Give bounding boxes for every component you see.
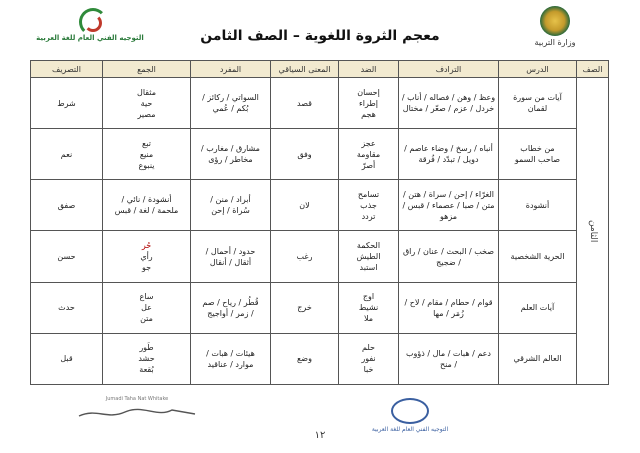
plural-cell	[103, 231, 191, 282]
table-row	[31, 282, 609, 333]
table-row	[31, 333, 609, 384]
plural-highlight: حُر	[141, 241, 152, 251]
contextual-cell: رغب	[271, 231, 339, 282]
singular-cell: مشارق / مغارب / مخاطر / رؤى	[191, 129, 271, 180]
synonyms-cell: أنباه / رسخ / وضاء عاصم / دويل / تبدّد / فُرقة	[399, 129, 499, 180]
plural-cell: ساع عل متن	[103, 282, 191, 333]
header-plural: الجمع	[103, 61, 191, 78]
vocabulary-table	[30, 60, 609, 385]
synonyms-cell: وعظ / وهن / فصاله / أناب / خردل / عزم / صعّر / مختال	[399, 78, 499, 129]
header-singular: المفرد	[191, 61, 271, 78]
lesson-cell: الحرية الشخصية	[499, 231, 577, 282]
singular-cell: هيئات / هبات / موارد / عناقيد	[191, 333, 271, 384]
plural-text: رأي جو	[140, 252, 153, 273]
conjugation-cell: صفق	[31, 180, 103, 231]
grade-cell: الثامن	[577, 78, 609, 385]
singular-cell: حدود / أحمال / أثقال / أنقال	[191, 231, 271, 282]
table-row	[31, 78, 609, 129]
lesson-cell: آيات العلم	[499, 282, 577, 333]
signature	[72, 396, 202, 426]
antonyms-cell: الحكمة الطيش استبد	[339, 231, 399, 282]
contextual-cell: خرج	[271, 282, 339, 333]
synonyms-cell: صخب / البحث / عنان / راق / ضجيج	[399, 231, 499, 282]
antonyms-cell: اوج نشيط ملا	[339, 282, 399, 333]
singular-cell: قُطُر / رياح / صم / زمر / أواجيج	[191, 282, 271, 333]
plural-cell: أنشودة / نائي / ملحمة / لغة / قبس	[103, 180, 191, 231]
table-row	[31, 180, 609, 231]
header-antonyms: الضد	[339, 61, 399, 78]
conjugation-cell: قبل	[31, 333, 103, 384]
lesson-cell: العالم الشرقي	[499, 333, 577, 384]
header-synonyms: الترادف	[399, 61, 499, 78]
antonyms-cell: عجز مقاومة أصرّ	[339, 129, 399, 180]
conjugation-cell: شرط	[31, 78, 103, 129]
contextual-cell: لان	[271, 180, 339, 231]
header-grade: الصف	[577, 61, 609, 78]
synonyms-cell: الغرّاء / إحن / سراة / هتن / متن / صبا / عصماء / قبس / مزهو	[399, 180, 499, 231]
antonyms-cell: تسامح جذب تردد	[339, 180, 399, 231]
page-title: معجم الثروة اللغوية – الصف الثامن	[200, 28, 440, 44]
signature-text: Jumadi Taha Nat Whitake	[105, 396, 169, 402]
conjugation-cell: حدث	[31, 282, 103, 333]
singular-cell: السواتي / ركائز / بُكم / عُمي	[191, 78, 271, 129]
department-name: التوجيه الفني العام للغة العربية	[36, 34, 144, 42]
table-row	[31, 129, 609, 180]
singular-cell: أبراد / منن / سُراة / إحن	[191, 180, 271, 231]
lesson-cell: أنشودة	[499, 180, 577, 231]
header-contextual: المعنى السياقي	[271, 61, 339, 78]
table-row	[31, 231, 609, 282]
department-stamp	[370, 398, 450, 438]
table-header-row	[31, 61, 609, 78]
synonyms-cell: دعم / هبات / مال / ذؤوب / منح	[399, 333, 499, 384]
contextual-cell: وفق	[271, 129, 339, 180]
ministry-name: وزارة التربية	[534, 38, 576, 47]
signature-scribble-icon	[77, 404, 197, 422]
antonyms-cell: حلم نفور خبا	[339, 333, 399, 384]
synonyms-cell: قوام / حطام / مقام / لاح / زُمَر / مها	[399, 282, 499, 333]
page-number: ١٢	[314, 430, 326, 441]
conjugation-cell: نعم	[31, 129, 103, 180]
conjugation-cell: حسن	[31, 231, 103, 282]
contextual-cell: وضع	[271, 333, 339, 384]
stamp-text: التوجيه الفني العام للغة العربية	[371, 426, 449, 433]
antonyms-cell: إحسان إطراء هجم	[339, 78, 399, 129]
stamp-seal-icon	[391, 398, 429, 424]
plural-cell: تبع منيع ينبوع	[103, 129, 191, 180]
header-lesson: الدرس	[499, 61, 577, 78]
contextual-cell: قصد	[271, 78, 339, 129]
lesson-cell: آيات من سورة لقمان	[499, 78, 577, 129]
lesson-cell: من خطاب صاحب السمو	[499, 129, 577, 180]
header-conjugation: التصريف	[31, 61, 103, 78]
plural-cell: طَور حشد بُقعة	[103, 333, 191, 384]
plural-cell: مثقال حية مصير	[103, 78, 191, 129]
